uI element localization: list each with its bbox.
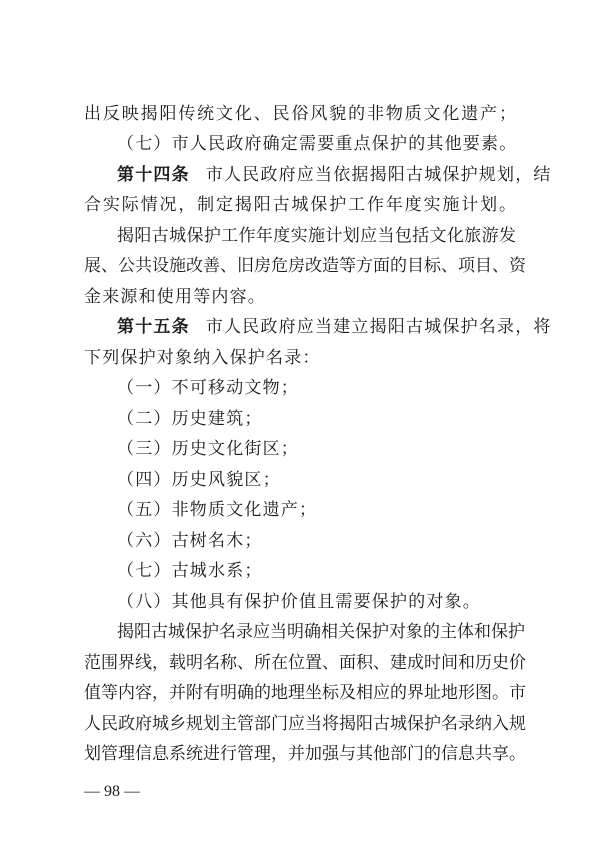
text-line: 范围界线，载明名称、所在位置、面积、建成时间和历史价 — [84, 652, 526, 673]
list-item: （三）历史文化街区； — [117, 439, 299, 460]
list-item: （一）不可移动文物； — [117, 378, 299, 399]
list-item: （四）历史风貌区； — [117, 469, 281, 490]
page-number: — 98 — — [84, 783, 140, 800]
text-line: 值等内容，并附有明确的地理坐标及相应的界址地形图。市 — [84, 683, 526, 704]
list-item: （七）古城水系； — [117, 561, 263, 582]
article-heading-14: 第十四条 — [117, 164, 190, 185]
text-line: 揭阳古城保护名录应当明确相关保护对象的主体和保护 — [117, 622, 525, 643]
list-item: （五）非物质文化遗产； — [117, 500, 318, 521]
text-line: 下列保护对象纳入保护名录： — [84, 347, 321, 368]
article-14-line — [117, 161, 552, 189]
text-line: （七）市人民政府确定需要重点保护的其他要素。 — [117, 134, 518, 155]
list-item: （六）古树名木； — [117, 530, 263, 551]
article-15-line — [117, 313, 552, 341]
text-line: 揭阳古城保护工作年度实施计划应当包括文化旅游发 — [117, 225, 516, 246]
text-line: 市人民政府应当建立揭阳古城保护名录，将 — [205, 317, 552, 338]
text-line: 出反映揭阳传统文化、民俗风貌的非物质文化遗产； — [84, 104, 516, 124]
article-heading-15: 第十五条 — [117, 317, 190, 338]
text-line: 市人民政府应当依据揭阳古城保护规划，结 — [205, 164, 552, 185]
list-item: （八）其他具有保护价值且需要保护的对象。 — [117, 591, 481, 612]
text-line: 人民政府城乡规划主管部门应当将揭阳古城保护名录纳入规 — [84, 713, 526, 734]
text-line: 展、公共设施改善、旧房危房改造等方面的目标、项目、资 — [84, 256, 526, 277]
text-line: 合实际情况，制定揭阳古城保护工作年度实施计划。 — [84, 195, 516, 216]
text-line: 金来源和使用等内容。 — [84, 286, 266, 307]
text-line: 划管理信息系统进行管理，并加强与其他部门的信息共享。 — [84, 744, 526, 764]
list-item: （二）历史建筑； — [117, 408, 263, 429]
